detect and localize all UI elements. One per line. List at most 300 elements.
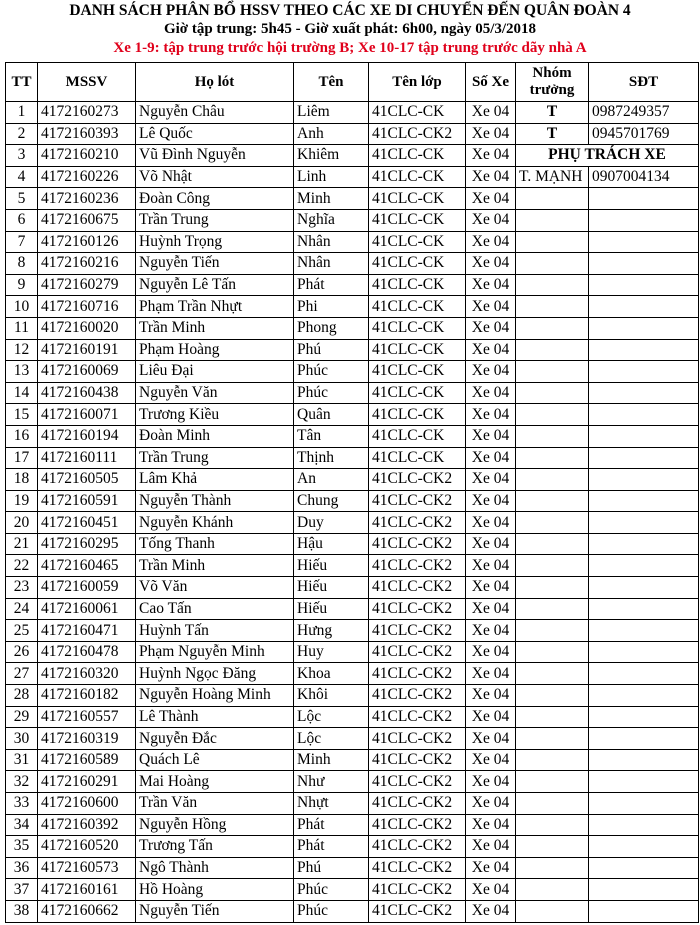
cell-sdt [589,490,699,512]
cell-mssv: 4172160557 [38,706,136,728]
cell-ho-lot: Nguyễn Văn [136,382,294,404]
cell-tt: 20 [6,512,38,534]
cell-sdt [589,857,699,879]
cell-mssv: 4172160393 [38,123,136,145]
cell-nhom-truong [516,253,589,275]
cell-ho-lot: Mai Hoàng [136,771,294,793]
cell-tt: 15 [6,404,38,426]
table-row [6,490,699,512]
cell-ho-lot: Võ Nhật [136,166,294,188]
cell-sdt [589,728,699,750]
cell-ho-lot: Nguyễn Châu [136,102,294,124]
cell-ten-lop: 41CLC-CK2 [369,663,466,685]
cell-ten: Minh [294,188,369,210]
cell-ten: Hưng [294,620,369,642]
cell-ten: Thịnh [294,447,369,469]
student-table [5,62,699,923]
table-row [6,188,699,210]
cell-sdt [589,749,699,771]
cell-ten: Nhân [294,231,369,253]
cell-sdt: 0987249357 [589,102,699,124]
cell-ten-lop: 41CLC-CK [369,253,466,275]
cell-ho-lot: Nguyễn Đắc [136,728,294,750]
cell-mssv: 4172160071 [38,404,136,426]
cell-tt: 35 [6,836,38,858]
cell-sdt [589,793,699,815]
cell-tt: 6 [6,209,38,231]
cell-ten: Khoa [294,663,369,685]
cell-so-xe: Xe 04 [466,728,516,750]
cell-ten: Liêm [294,102,369,124]
cell-ten: Quân [294,404,369,426]
cell-so-xe: Xe 04 [466,490,516,512]
cell-ho-lot: Nguyễn Thành [136,490,294,512]
cell-ten-lop: 41CLC-CK2 [369,620,466,642]
cell-nhom-truong [516,685,589,707]
cell-sdt [589,620,699,642]
table-row [6,339,699,361]
cell-ten: Phúc [294,879,369,901]
cell-so-xe: Xe 04 [466,512,516,534]
cell-ten: Lộc [294,706,369,728]
cell-so-xe: Xe 04 [466,274,516,296]
cell-mssv: 4172160320 [38,663,136,685]
cell-ho-lot: Liêu Đại [136,361,294,383]
cell-so-xe: Xe 04 [466,145,516,167]
cell-ten: Nhân [294,253,369,275]
cell-ten-lop: 41CLC-CK2 [369,577,466,599]
cell-ten: An [294,469,369,491]
cell-ten-lop: 41CLC-CK2 [369,533,466,555]
cell-so-xe: Xe 04 [466,879,516,901]
col-header-mssv: MSSV [38,63,136,102]
cell-mssv: 4172160111 [38,447,136,469]
cell-ten-lop: 41CLC-CK2 [369,728,466,750]
table-row [6,274,699,296]
cell-nhom-truong [516,900,589,922]
cell-nhom-truong [516,231,589,253]
cell-mssv: 4172160392 [38,814,136,836]
cell-sdt [589,771,699,793]
cell-sdt [589,836,699,858]
cell-tt: 26 [6,641,38,663]
cell-ho-lot: Phạm Trần Nhựt [136,296,294,318]
cell-ho-lot: Nguyễn Tiến [136,900,294,922]
cell-tt: 11 [6,317,38,339]
cell-so-xe: Xe 04 [466,296,516,318]
cell-ho-lot: Lê Quốc [136,123,294,145]
cell-sdt [589,339,699,361]
cell-ten-lop: 41CLC-CK2 [369,900,466,922]
cell-tt: 17 [6,447,38,469]
cell-so-xe: Xe 04 [466,814,516,836]
cell-ten-lop: 41CLC-CK2 [369,123,466,145]
cell-sdt [589,382,699,404]
table-row [6,253,699,275]
cell-mssv: 4172160675 [38,209,136,231]
cell-ten: Lộc [294,728,369,750]
cell-ten: Hiếu [294,598,369,620]
cell-ho-lot: Hồ Hoàng [136,879,294,901]
cell-tt: 25 [6,620,38,642]
cell-mssv: 4172160059 [38,577,136,599]
table-row [6,166,699,188]
col-header-sdt: SĐT [589,63,699,102]
cell-mssv: 4172160210 [38,145,136,167]
cell-sdt [589,577,699,599]
cell-so-xe: Xe 04 [466,749,516,771]
col-header-ten-lop: Tên lớp [369,63,466,102]
cell-tt: 30 [6,728,38,750]
cell-nhom-truong [516,620,589,642]
cell-ho-lot: Quách Lê [136,749,294,771]
cell-ho-lot: Nguyễn Khánh [136,512,294,534]
cell-sdt [589,685,699,707]
cell-so-xe: Xe 04 [466,685,516,707]
cell-ten-lop: 41CLC-CK2 [369,706,466,728]
cell-so-xe: Xe 04 [466,447,516,469]
table-row [6,145,699,167]
cell-ten-lop: 41CLC-CK2 [369,555,466,577]
table-row [6,102,699,124]
cell-sdt [589,274,699,296]
cell-ten: Phi [294,296,369,318]
cell-nhom-truong [516,533,589,555]
document-title: DANH SÁCH PHÂN BỔ HSSV THEO CÁC XE DI CHUYỂN ĐẾN QUÂN ĐOÀN 4 [69,2,631,19]
cell-ten: Hiếu [294,577,369,599]
cell-ten-lop: 41CLC-CK [369,404,466,426]
cell-so-xe: Xe 04 [466,620,516,642]
table-row [6,663,699,685]
cell-so-xe: Xe 04 [466,123,516,145]
cell-so-xe: Xe 04 [466,771,516,793]
cell-so-xe: Xe 04 [466,382,516,404]
table-row [6,598,699,620]
cell-ten-lop: 41CLC-CK [369,425,466,447]
cell-nhom-truong [516,469,589,491]
cell-nhom-truong: T [516,102,589,124]
cell-ten-lop: 41CLC-CK2 [369,490,466,512]
cell-nhom-truong [516,209,589,231]
cell-ten-lop: 41CLC-CK2 [369,879,466,901]
cell-ho-lot: Vũ Đình Nguyễn [136,145,294,167]
cell-tt: 9 [6,274,38,296]
cell-mssv: 4172160161 [38,879,136,901]
cell-ten-lop: 41CLC-CK2 [369,749,466,771]
cell-nhom-truong [516,728,589,750]
cell-nhom-truong [516,404,589,426]
cell-sdt [589,231,699,253]
cell-mssv: 4172160020 [38,317,136,339]
cell-tt: 4 [6,166,38,188]
cell-ho-lot: Đoàn Minh [136,425,294,447]
cell-nhom-truong [516,598,589,620]
cell-nhom-truong [516,771,589,793]
table-row [6,231,699,253]
cell-sdt [589,404,699,426]
cell-mssv: 4172160600 [38,793,136,815]
cell-mssv: 4172160194 [38,425,136,447]
table-row [6,123,699,145]
cell-mssv: 4172160465 [38,555,136,577]
table-row [6,641,699,663]
cell-tt: 33 [6,793,38,815]
cell-tt: 3 [6,145,38,167]
cell-ten: Nghĩa [294,209,369,231]
cell-ten: Huy [294,641,369,663]
cell-ho-lot: Cao Tấn [136,598,294,620]
cell-so-xe: Xe 04 [466,317,516,339]
cell-ten-lop: 41CLC-CK [369,317,466,339]
table-row [6,814,699,836]
cell-ten-lop: 41CLC-CK [369,447,466,469]
cell-tt: 36 [6,857,38,879]
cell-sdt [589,253,699,275]
table-row [6,361,699,383]
cell-nhom-truong [516,274,589,296]
table-row [6,382,699,404]
cell-ten: Anh [294,123,369,145]
cell-ho-lot: Huỳnh Ngọc Đăng [136,663,294,685]
cell-ho-lot: Huỳnh Tấn [136,620,294,642]
cell-ho-lot: Võ Văn [136,577,294,599]
cell-sdt [589,188,699,210]
cell-ten: Phát [294,814,369,836]
cell-so-xe: Xe 04 [466,663,516,685]
table-row [6,533,699,555]
cell-ten: Phong [294,317,369,339]
table-row [6,879,699,901]
cell-nhom-truong [516,857,589,879]
cell-ten: Khôi [294,685,369,707]
table-row [6,317,699,339]
cell-nhom-truong [516,706,589,728]
cell-ten-lop: 41CLC-CK [369,296,466,318]
col-header-so-xe: Số Xe [466,63,516,102]
table-row [6,512,699,534]
cell-ten: Phát [294,836,369,858]
cell-ho-lot: Huỳnh Trọng [136,231,294,253]
cell-sdt [589,512,699,534]
cell-nhom-truong [516,814,589,836]
table-row [6,706,699,728]
cell-mssv: 4172160716 [38,296,136,318]
cell-mssv: 4172160069 [38,361,136,383]
cell-sdt [589,641,699,663]
cell-mssv: 4172160471 [38,620,136,642]
cell-so-xe: Xe 04 [466,404,516,426]
cell-nhom-truong [516,577,589,599]
table-row [6,771,699,793]
cell-sdt [589,598,699,620]
cell-mssv: 4172160520 [38,836,136,858]
table-row [6,296,699,318]
cell-mssv: 4172160061 [38,598,136,620]
cell-ten: Duy [294,512,369,534]
cell-mssv: 4172160438 [38,382,136,404]
table-body [6,102,699,923]
cell-tt: 32 [6,771,38,793]
table-row [6,900,699,922]
table-row [6,469,699,491]
table-row [6,728,699,750]
cell-mssv: 4172160319 [38,728,136,750]
cell-ho-lot: Trần Trung [136,209,294,231]
cell-tt: 37 [6,879,38,901]
cell-sdt [589,814,699,836]
cell-nhom-truong: T. MẠNH [516,166,589,188]
table-row [6,447,699,469]
cell-nhom-truong [516,512,589,534]
cell-ten-lop: 41CLC-CK2 [369,641,466,663]
cell-so-xe: Xe 04 [466,166,516,188]
cell-ten-lop: 41CLC-CK2 [369,512,466,534]
cell-nhom-truong [516,296,589,318]
cell-ten: Phúc [294,361,369,383]
cell-tt: 22 [6,555,38,577]
cell-mssv: 4172160451 [38,512,136,534]
cell-tt: 29 [6,706,38,728]
cell-ten-lop: 41CLC-CK [369,166,466,188]
cell-so-xe: Xe 04 [466,425,516,447]
table-row [6,857,699,879]
cell-so-xe: Xe 04 [466,555,516,577]
cell-sdt [589,555,699,577]
cell-ten: Chung [294,490,369,512]
cell-ten-lop: 41CLC-CK [369,102,466,124]
cell-ten-lop: 41CLC-CK [369,274,466,296]
cell-mssv: 4172160226 [38,166,136,188]
cell-sdt [589,879,699,901]
cell-so-xe: Xe 04 [466,577,516,599]
cell-ten: Như [294,771,369,793]
cell-ten-lop: 41CLC-CK [369,231,466,253]
cell-nhom-truong: PHỤ TRÁCH XE [516,145,699,167]
schedule-subtitle: Giờ tập trung: 5h45 - Giờ xuất phát: 6h00, ngày 05/3/2018 [163,21,537,37]
cell-ten: Hiếu [294,555,369,577]
cell-mssv: 4172160291 [38,771,136,793]
cell-ten: Phú [294,339,369,361]
table-row [6,555,699,577]
cell-so-xe: Xe 04 [466,857,516,879]
cell-ten-lop: 41CLC-CK [369,382,466,404]
cell-ten-lop: 41CLC-CK2 [369,793,466,815]
cell-sdt [589,469,699,491]
cell-ten: Minh [294,749,369,771]
cell-so-xe: Xe 04 [466,361,516,383]
cell-tt: 23 [6,577,38,599]
cell-mssv: 4172160216 [38,253,136,275]
cell-nhom-truong [516,641,589,663]
cell-so-xe: Xe 04 [466,836,516,858]
cell-sdt [589,447,699,469]
cell-tt: 10 [6,296,38,318]
col-header-nhom-truong: Nhóm trưởng [516,63,589,102]
cell-ten-lop: 41CLC-CK2 [369,857,466,879]
cell-nhom-truong [516,425,589,447]
cell-mssv: 4172160279 [38,274,136,296]
table-row [6,577,699,599]
cell-so-xe: Xe 04 [466,188,516,210]
cell-mssv: 4172160573 [38,857,136,879]
cell-mssv: 4172160236 [38,188,136,210]
cell-ho-lot: Tống Thanh [136,533,294,555]
cell-so-xe: Xe 04 [466,231,516,253]
table-row [6,749,699,771]
cell-sdt: 0945701769 [589,123,699,145]
cell-so-xe: Xe 04 [466,209,516,231]
cell-ho-lot: Đoàn Công [136,188,294,210]
cell-ten: Phúc [294,382,369,404]
table-row [6,685,699,707]
cell-ten-lop: 41CLC-CK [369,145,466,167]
cell-so-xe: Xe 04 [466,793,516,815]
col-header-ho-lot: Họ lót [136,63,294,102]
cell-sdt [589,900,699,922]
cell-mssv: 4172160662 [38,900,136,922]
cell-so-xe: Xe 04 [466,533,516,555]
cell-ten-lop: 41CLC-CK2 [369,771,466,793]
cell-so-xe: Xe 04 [466,102,516,124]
cell-nhom-truong [516,555,589,577]
cell-nhom-truong [516,188,589,210]
cell-so-xe: Xe 04 [466,900,516,922]
cell-mssv: 4172160273 [38,102,136,124]
cell-mssv: 4172160589 [38,749,136,771]
cell-nhom-truong [516,490,589,512]
cell-ten-lop: 41CLC-CK [369,339,466,361]
cell-mssv: 4172160478 [38,641,136,663]
cell-nhom-truong: T [516,123,589,145]
cell-nhom-truong [516,836,589,858]
cell-tt: 38 [6,900,38,922]
cell-tt: 2 [6,123,38,145]
cell-nhom-truong [516,663,589,685]
cell-ho-lot: Trần Minh [136,317,294,339]
cell-ho-lot: Phạm Hoàng [136,339,294,361]
table-row [6,836,699,858]
cell-ten-lop: 41CLC-CK2 [369,814,466,836]
cell-mssv: 4172160591 [38,490,136,512]
cell-tt: 24 [6,598,38,620]
cell-ho-lot: Nguyễn Lê Tấn [136,274,294,296]
cell-tt: 1 [6,102,38,124]
cell-nhom-truong [516,793,589,815]
cell-ten-lop: 41CLC-CK2 [369,598,466,620]
cell-nhom-truong [516,879,589,901]
table-row [6,404,699,426]
col-header-tt: TT [6,63,38,102]
cell-so-xe: Xe 04 [466,598,516,620]
cell-ten: Phú [294,857,369,879]
cell-tt: 28 [6,685,38,707]
cell-ho-lot: Nguyễn Hồng [136,814,294,836]
cell-tt: 7 [6,231,38,253]
table-row [6,620,699,642]
cell-nhom-truong [516,447,589,469]
cell-ten: Phúc [294,900,369,922]
cell-sdt [589,706,699,728]
cell-tt: 27 [6,663,38,685]
cell-ho-lot: Lâm Khả [136,469,294,491]
cell-tt: 16 [6,425,38,447]
cell-tt: 5 [6,188,38,210]
cell-ten: Tân [294,425,369,447]
cell-mssv: 4172160182 [38,685,136,707]
cell-tt: 8 [6,253,38,275]
cell-ho-lot: Nguyễn Hoàng Minh [136,685,294,707]
cell-mssv: 4172160191 [38,339,136,361]
